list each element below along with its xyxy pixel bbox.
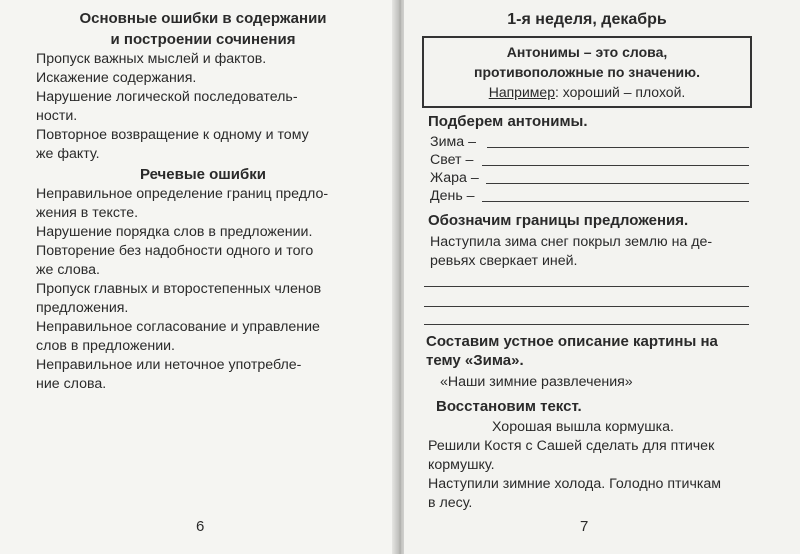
boundaries-title: Обозначим границы предложения. xyxy=(428,212,689,229)
list-item: Неправильное или неточное употребле- xyxy=(36,357,302,373)
section2-list xyxy=(36,185,328,394)
example-text: : хороший – плохой. xyxy=(554,84,686,100)
definition-line1: Антонимы – это слова, xyxy=(506,44,668,60)
antonym-word: Жара – xyxy=(430,170,479,186)
description-title-line2: тему «Зима». xyxy=(426,352,524,369)
answer-line xyxy=(482,201,749,202)
restore-line3: кормушку. xyxy=(428,457,495,473)
list-item: же факту. xyxy=(36,146,100,162)
list-item: ние слова. xyxy=(36,376,107,392)
left-page xyxy=(0,0,396,554)
list-item: Нарушение порядка слов в предложении. xyxy=(36,224,313,240)
restore-line5: в лесу. xyxy=(428,495,473,511)
section1-title-line2: и построении сочинения xyxy=(110,31,296,48)
list-item: Повторение без надобности одного и того xyxy=(36,243,314,259)
description-subtitle: «Наши зимние развлечения» xyxy=(440,374,633,390)
list-item: Пропуск важных мыслей и фактов. xyxy=(36,51,267,67)
answer-line xyxy=(482,165,749,166)
description-title-line1: Составим устное описание картины на xyxy=(426,333,718,350)
section2-title: Речевые ошибки xyxy=(139,166,267,183)
definition-box xyxy=(422,36,752,108)
definition-line2: противоположные по значению. xyxy=(474,64,700,80)
list-item: предложения. xyxy=(36,300,129,316)
list-item: ности. xyxy=(36,108,78,124)
restore-line4: Наступили зимние холода. Голодно птичкам xyxy=(428,476,722,492)
week-title: 1-я неделя, декабрь xyxy=(507,11,667,28)
restore-line2: Решили Костя с Сашей сделать для птичек xyxy=(428,438,715,454)
boundaries-text-line2: ревьях сверкает иней. xyxy=(430,253,578,269)
antonym-word: Зима – xyxy=(430,134,476,150)
restore-line1: Хорошая вышла кормушка. xyxy=(492,419,674,435)
antonym-word: Свет – xyxy=(430,152,474,168)
list-item: Искажение содержания. xyxy=(36,70,197,86)
section1-title-line1: Основные ошибки в содержании xyxy=(79,10,327,27)
answer-line xyxy=(424,306,749,307)
page-number-right: 7 xyxy=(580,518,589,535)
list-item: слов в предложении. xyxy=(36,338,175,354)
list-item: Неправильное согласование и управление xyxy=(36,319,320,335)
answer-line xyxy=(424,324,749,325)
list-item: Нарушение логической последователь- xyxy=(36,89,298,105)
antonyms-title: Подберем антонимы. xyxy=(428,113,588,130)
answer-line xyxy=(487,147,749,148)
list-item: же слова. xyxy=(36,262,100,278)
answer-line xyxy=(424,286,749,287)
antonym-word: День – xyxy=(430,188,475,204)
boundaries-text-line1: Наступила зима снег покрыл землю на де- xyxy=(430,234,713,250)
page-number-left: 6 xyxy=(196,518,205,535)
list-item: Неправильное определение границ предло- xyxy=(36,186,329,202)
list-item: Пропуск главных и второстепенных членов xyxy=(36,281,322,297)
definition-example xyxy=(424,83,750,102)
example-label: Например xyxy=(488,84,555,100)
section1-list xyxy=(36,50,309,164)
answer-line xyxy=(486,183,749,184)
list-item: жения в тексте. xyxy=(36,205,139,221)
list-item: Повторное возвращение к одному и тому xyxy=(36,127,309,143)
restore-title: Восстановим текст. xyxy=(436,398,582,415)
